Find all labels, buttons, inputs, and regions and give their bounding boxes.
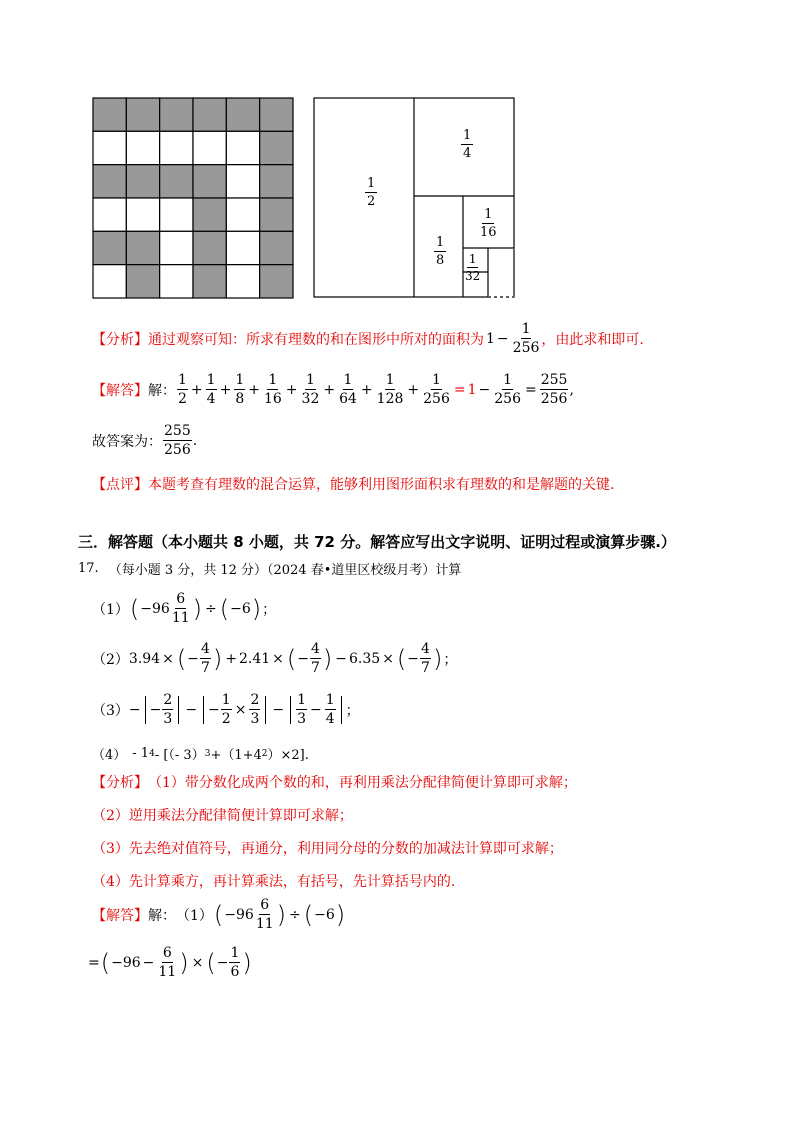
grid-cell bbox=[160, 98, 193, 131]
grid-cell bbox=[126, 131, 159, 164]
analysis-fraction: $\frac{1}{256}$ bbox=[512, 321, 540, 356]
p3-fraction-3: $\frac{2}{3}$ bbox=[250, 692, 260, 727]
p3-fraction-5: $\frac{1}{4}$ bbox=[325, 692, 335, 727]
p3-label: （3） bbox=[92, 702, 129, 719]
plus-sign: + bbox=[285, 381, 298, 398]
grid-cell bbox=[93, 131, 126, 164]
area-label-eighth: 1 8 bbox=[436, 235, 445, 268]
shaded-grid-figure bbox=[92, 97, 292, 297]
grid-cell bbox=[160, 165, 193, 198]
p1-label: （1） bbox=[92, 601, 129, 618]
p2-b: 2.41 bbox=[238, 650, 271, 667]
p1-whole: −96 bbox=[140, 600, 170, 617]
comment-tag: 【点评】 bbox=[92, 477, 148, 493]
plus-sign: + bbox=[407, 381, 420, 398]
area-label-half: 1 2 bbox=[367, 176, 376, 209]
grid-cell bbox=[126, 98, 159, 131]
area-partition-figure bbox=[313, 97, 517, 299]
final-fraction: $\frac{255}{256}$ bbox=[164, 423, 191, 458]
grid-cell bbox=[260, 265, 293, 298]
sum-term-fraction: $\frac{1}{128}$ bbox=[376, 372, 404, 407]
p3-fraction-1: $\frac{2}{3}$ bbox=[163, 692, 173, 727]
p2-fraction-3: $\frac{4}{7}$ bbox=[421, 641, 430, 676]
grid-cell bbox=[93, 198, 126, 231]
grid-cell bbox=[160, 131, 193, 164]
grid-cell bbox=[126, 265, 159, 298]
grid-cell bbox=[93, 265, 126, 298]
grid-cell bbox=[193, 165, 226, 198]
analysis-tail: ，由此求和即可. bbox=[541, 331, 644, 348]
plus-sign: + bbox=[323, 381, 336, 398]
area-label-quarter: 1 4 bbox=[463, 128, 472, 161]
step2-fraction-1: $\frac{6}{11}$ bbox=[158, 945, 177, 980]
answer-tag: 【解答】 bbox=[92, 382, 148, 399]
answer-one: 1 bbox=[467, 381, 477, 398]
grid-svg bbox=[92, 97, 294, 299]
analysis-2-line-2: （2）逆用乘法分配律简便计算即可求解； bbox=[92, 808, 353, 824]
p2-fraction-2: $\frac{4}{7}$ bbox=[310, 641, 320, 676]
answer2-fraction: $\frac{6}{11}$ bbox=[255, 897, 274, 932]
grid-cell bbox=[260, 165, 293, 198]
area-label-sixteenth: 1 16 bbox=[480, 207, 497, 240]
sum-term-fraction: $\frac{1}{64}$ bbox=[339, 372, 357, 407]
plus-sign: + bbox=[219, 381, 232, 398]
grid-cell bbox=[160, 265, 193, 298]
p1-end: ； bbox=[262, 601, 277, 618]
grid-cell bbox=[193, 198, 226, 231]
p2-a: 3.94 bbox=[128, 650, 161, 667]
final-text: 故答案为： bbox=[92, 433, 162, 450]
answer-1 bbox=[92, 373, 574, 406]
comment-text: 本题考查有理数的混合运算，能够利用图形面积求有理数的和是解题的关键. bbox=[148, 477, 615, 493]
analysis-2-line-3: （3）先去绝对值符号，再通分，利用同分母的分数的加减法计算即可求解； bbox=[92, 841, 563, 857]
problem-4: （4） - 1 4 - [（- 3） 3 +（1+4 2 ）×2]. bbox=[92, 746, 309, 763]
grid-cell bbox=[226, 165, 259, 198]
plus-sign: + bbox=[190, 381, 203, 398]
sum-term-fraction: $\frac{1}{8}$ bbox=[235, 372, 245, 407]
sum-term-fraction: $\frac{1}{16}$ bbox=[263, 372, 282, 407]
answer-lead: 解： bbox=[148, 382, 176, 399]
grid-cell bbox=[193, 265, 226, 298]
answer2-tag: 【解答】 bbox=[92, 907, 148, 924]
grid-cell bbox=[260, 198, 293, 231]
problem-3: （3） − − $\frac{2}{3}$ − − $\frac{1}{2}$ × $\frac{2}{3}$ − $\frac{1}{3}$ − $\frac{1}{4}$ ； bbox=[92, 692, 360, 727]
section-3-title: 三．解答题（本小题共 8 小题，共 72 分。解答应写出文字说明、证明过程或演算步骤.） bbox=[78, 533, 676, 551]
q17-number: 17. bbox=[78, 561, 99, 576]
grid-cell bbox=[226, 131, 259, 164]
sum-terms bbox=[176, 373, 452, 406]
answer-eq: = bbox=[453, 381, 466, 398]
grid-cell bbox=[226, 198, 259, 231]
grid-cell bbox=[260, 98, 293, 131]
answer-2: 【解答】 解： （1） ( −96 $\frac{6}{11}$ ) ÷ ( −6 ) bbox=[92, 897, 346, 932]
plus-sign: + bbox=[360, 381, 373, 398]
question-17-header bbox=[78, 559, 461, 578]
answer-result-fraction: $\frac{255}{256}$ bbox=[540, 372, 568, 407]
grid-cell bbox=[160, 198, 193, 231]
p2-label: （2） bbox=[92, 651, 129, 668]
problem-1: （1） ( −96 $\frac{6}{11}$ ) ÷ ( −6 ) ； bbox=[92, 591, 277, 626]
answer-eq2: = bbox=[524, 381, 537, 398]
answer-rem-fraction: $\frac{1}{256}$ bbox=[494, 372, 521, 407]
problem-2: （2） 3.94 × ( − $\frac{4}{7}$ ) + 2.41 × ( − $\frac{4}{7}$ ) − 6.35 × ( − $\frac{4}{7}$ ) ； bbox=[92, 641, 458, 676]
grid-cell bbox=[226, 265, 259, 298]
final-answer-1 bbox=[92, 424, 197, 457]
p1-divisor: −6 bbox=[230, 600, 251, 617]
analysis-tag: 【分析】 bbox=[92, 331, 148, 348]
q17-meta: （每小题 3 分，共 12 分）（2024 春•道里区校级月考）计算 bbox=[108, 563, 462, 578]
answer-2-step: = ( −96 − $\frac{6}{11}$ ) × ( − $\frac{1}{6}$ ) bbox=[88, 945, 252, 980]
sum-term-fraction: $\frac{1}{2}$ bbox=[178, 372, 187, 407]
sum-term-fraction: $\frac{1}{4}$ bbox=[206, 372, 216, 407]
sum-term-fraction: $\frac{1}{256}$ bbox=[423, 372, 450, 407]
p2-fraction-1: $\frac{4}{7}$ bbox=[200, 641, 210, 676]
analysis-2-line-1: 【分析】 （1）带分数化成两个数的和，再利用乘法分配律简便计算即可求解； bbox=[92, 775, 577, 791]
grid-cell bbox=[193, 98, 226, 131]
plus-sign: + bbox=[248, 381, 260, 398]
grid-cell bbox=[126, 165, 159, 198]
area-label-thirtysecond: 1 32 bbox=[465, 252, 481, 283]
grid-cell bbox=[93, 98, 126, 131]
step2-fraction-2: $\frac{1}{6}$ bbox=[230, 945, 240, 980]
p1-fraction: $\frac{6}{11}$ bbox=[171, 591, 190, 626]
grid-cell bbox=[260, 131, 293, 164]
grid-cell bbox=[193, 131, 226, 164]
answer-end: , bbox=[569, 381, 574, 398]
analysis-1 bbox=[92, 322, 644, 355]
p2-c: 6.35 bbox=[349, 650, 381, 667]
p3-fraction-2: $\frac{1}{2}$ bbox=[221, 692, 231, 727]
grid-cell bbox=[93, 231, 126, 264]
p1-div: ÷ bbox=[205, 600, 217, 617]
comment-1 bbox=[92, 474, 614, 494]
analysis-2-line-4: （4）先计算乘方，再计算乘法，有括号，先计算括号内的. bbox=[92, 874, 456, 890]
partition-svg bbox=[313, 97, 517, 299]
grid-cell bbox=[126, 231, 159, 264]
p3-fraction-4: $\frac{1}{3}$ bbox=[297, 692, 307, 727]
grid-cell bbox=[226, 231, 259, 264]
grid-cell bbox=[193, 231, 226, 264]
analysis-one: 1 bbox=[486, 330, 495, 347]
grid-cell bbox=[93, 165, 126, 198]
grid-cell bbox=[226, 98, 259, 131]
grid-cell bbox=[160, 231, 193, 264]
analysis-minus: − bbox=[496, 330, 509, 347]
analysis-text: 通过观察可知：所求有理数的和在图形中所对的面积为 bbox=[148, 331, 484, 348]
final-end: . bbox=[192, 432, 198, 449]
p4-label: （4） bbox=[92, 748, 127, 763]
sum-term-fraction: $\frac{1}{32}$ bbox=[301, 372, 320, 407]
grid-cell bbox=[126, 198, 159, 231]
grid-cell bbox=[260, 231, 293, 264]
answer-minus: − bbox=[478, 381, 491, 398]
